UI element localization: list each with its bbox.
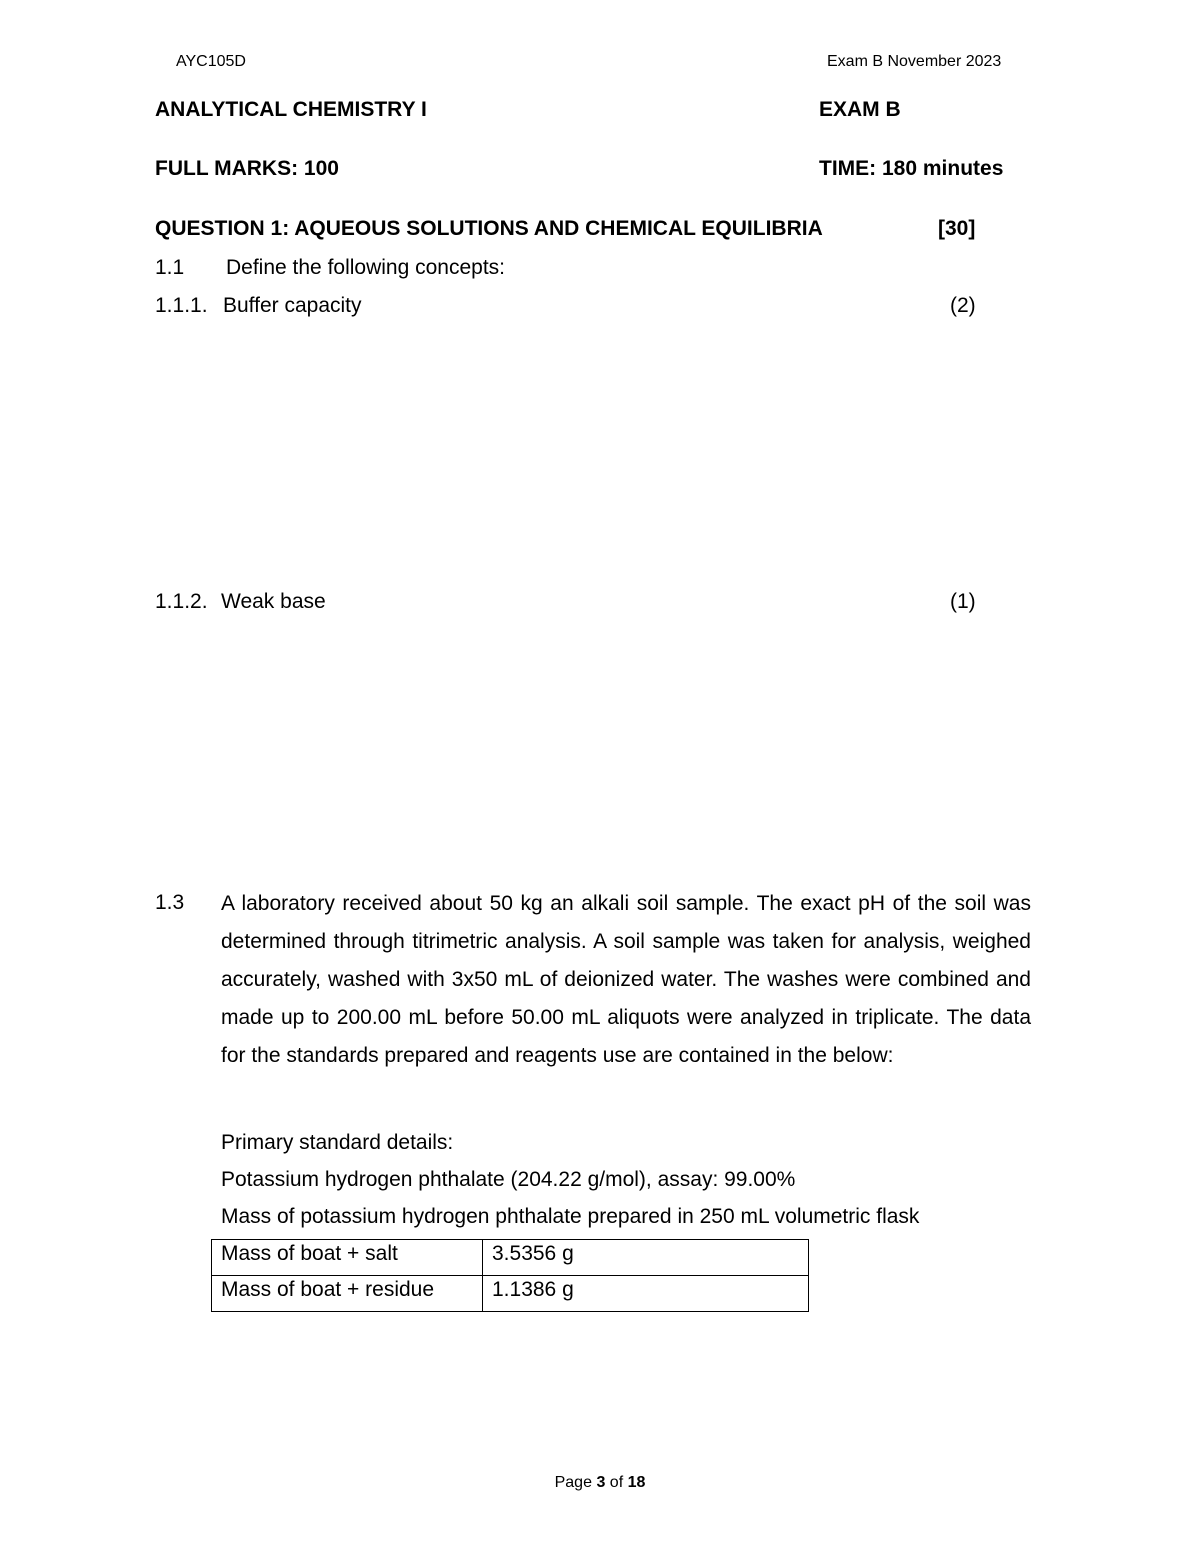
question-1-marks: [30] [938, 217, 976, 240]
q1-1-2-text: Weak base [221, 590, 326, 613]
table-row [212, 1240, 809, 1276]
subject-title: ANALYTICAL CHEMISTRY I [155, 98, 427, 121]
primary-standard-title: Primary standard details: [221, 1131, 454, 1154]
table-cell-label: Mass of boat + residue [212, 1276, 483, 1312]
exam-info: Exam B November 2023 [827, 53, 1002, 70]
footer-page-total: 18 [627, 1474, 646, 1491]
primary-standard-line-1: Potassium hydrogen phthalate (204.22 g/mol), assay: 99.00% [221, 1168, 796, 1191]
q1-1-1-number: 1.1.1. [155, 294, 208, 317]
exam-label: EXAM B [819, 98, 901, 121]
q1-1-2-number: 1.1.2. [155, 590, 208, 613]
q1-3-number: 1.3 [155, 891, 185, 914]
table-cell-value: 3.5356 g [483, 1240, 809, 1276]
question-1-heading: QUESTION 1: AQUEOUS SOLUTIONS AND CHEMICAL EQUILIBRIA [155, 217, 823, 240]
q1-1-text: Define the following concepts: [226, 256, 505, 279]
table-row [212, 1276, 809, 1312]
table-cell-value: 1.1386 g [483, 1276, 809, 1312]
mass-data-table [211, 1239, 809, 1312]
exam-time: TIME: 180 minutes [819, 157, 1004, 180]
q1-1-1-text: Buffer capacity [223, 294, 362, 317]
footer-of-word: of [609, 1474, 624, 1491]
primary-standard-line-2: Mass of potassium hydrogen phthalate prepared in 250 mL volumetric flask [221, 1205, 920, 1228]
table-cell-label: Mass of boat + salt [212, 1240, 483, 1276]
full-marks: FULL MARKS: 100 [155, 157, 339, 180]
q1-1-1-marks: (2) [950, 294, 976, 317]
q1-1-number: 1.1 [155, 256, 185, 279]
q1-1-2-marks: (1) [950, 590, 976, 613]
page-footer [0, 1474, 1200, 1492]
footer-page-word: Page [554, 1474, 592, 1491]
q1-3-paragraph: A laboratory received about 50 kg an alkali soil sample. The exact pH of the soil was determined through titrimetric analysis. A soil sample was taken for analysis, weighed accurately, washed with 3x50 mL of deionized water. The washes were combined and made up to 200.00 mL before 50.00 mL aliquots were analyzed in triplicate. The data for the standards prepared and reagents use are contained in the below: [221, 892, 1031, 1067]
course-code: AYC105D [176, 53, 246, 70]
footer-page-number: 3 [596, 1474, 606, 1491]
